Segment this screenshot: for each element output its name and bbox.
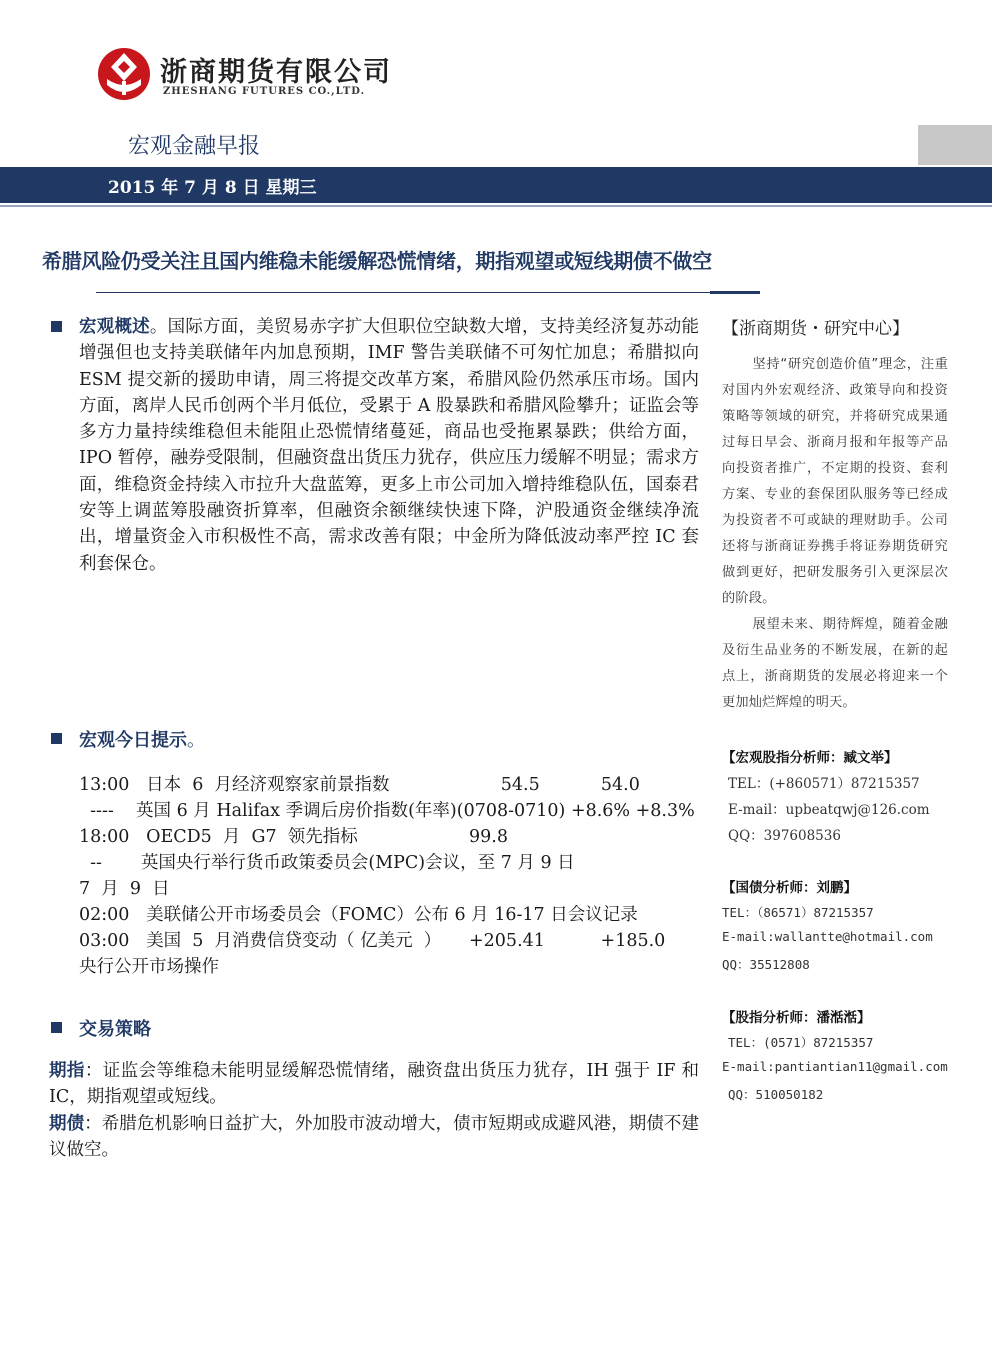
analyst-tel: TEL：(+860571）87215357 xyxy=(728,776,920,792)
event-line: 03:00 美国 5 月消费信贷变动（ 亿美元 ） +205.41 +185.0 xyxy=(79,931,666,951)
analyst-heading: 【国债分析师：刘鹏】 xyxy=(722,880,857,896)
analyst-qq: QQ：397608536 xyxy=(728,828,841,844)
analyst-qq: QQ：35512808 xyxy=(722,957,810,972)
date-bar-underline xyxy=(0,205,992,207)
research-center-title: 【浙商期货・研究中心】 xyxy=(722,319,909,339)
analyst-tel: TEL：(0571）87215357 xyxy=(728,1035,874,1050)
headline: 希腊风险仍受关注且国内维稳未能缓解恐慌情绪，期指观望或短线期债不做空 xyxy=(42,249,712,273)
headline-rule xyxy=(96,292,710,293)
headline-rule-accent xyxy=(710,291,760,294)
bullet-square-icon xyxy=(51,1022,62,1033)
analyst-email: E-mail:wallantte@hotmail.com xyxy=(722,929,933,944)
futures-text: ：证监会等维稳未能明显缓解恐慌情绪，融资盘出货压力犹存，IH 强于 IF 和 IC，期指观望或短线。 xyxy=(49,1061,700,1108)
bond-label: 期债 xyxy=(49,1113,85,1134)
report-date: 2015 年 7 月 8 日 星期三 xyxy=(108,178,317,198)
header-gray-block xyxy=(918,125,992,165)
bullet-square-icon xyxy=(51,733,62,744)
report-title: 宏观金融早报 xyxy=(128,134,261,159)
research-center-intro: 坚持“研究创造价值”理念，注重对国内外宏观经济、政策导向和投资策略等领域的研究，并将研究成果通过每日早会、浙商月报和年报等产品向投资者推广，不定期的投资、套利方案、专业的套保团队服务等已经成为投资者不可或缺的理财助手。公司还将与浙商证券携手将证券期货研究做到更好，把研发服务引入更深层次的阶段。 xyxy=(722,357,948,606)
today-heading: 宏观今日提示。 xyxy=(79,730,205,751)
company-name-cn: 浙商期货有限公司 xyxy=(160,57,392,88)
event-line: 18:00 OECD5 月 G7 领先指标 99.8 xyxy=(79,827,509,847)
analyst-qq: QQ：510050182 xyxy=(728,1087,824,1102)
futures-label: 期指 xyxy=(49,1061,85,1081)
macro-overview-paragraph xyxy=(79,314,699,577)
bond-text: ：希腊危机影响日益扩大，外加股市波动增大，债市短期或成避风港，期债不建议做空。 xyxy=(49,1113,699,1160)
analyst-heading: 【股指分析师：潘湉湉】 xyxy=(722,1010,871,1026)
event-line: 央行公开市场操作 xyxy=(79,957,219,977)
strategy-heading: 交易策略 xyxy=(79,1019,151,1040)
event-line: -- 英国央行举行货币政策委员会(MPC)会议，至 7 月 9 日 xyxy=(79,853,575,873)
analyst-heading: 【宏观股指分析师：臧文举】 xyxy=(722,750,898,766)
analyst-tel: TEL：（86571）87215357 xyxy=(722,905,874,920)
event-line: 13:00 日本 6 月经济观察家前景指数 54.5 54.0 xyxy=(79,775,640,795)
logo-icon xyxy=(97,47,151,101)
event-line: ---- 英国 6 月 Halifax 季调后房价指数(年率)(0708-0710) +8.6% +8.3% xyxy=(79,801,695,821)
research-center-outlook: 展望未来、期待辉煌，随着金融及衍生品业务的不断发展，在新的起点上，浙商期货的发展必将迎来一个更加灿烂辉煌的明天。 xyxy=(722,617,948,710)
bullet-square-icon xyxy=(51,321,62,332)
analyst-email: E-mail:pantiantian11@gmail.com xyxy=(722,1059,948,1074)
macro-overview-text: 。国际方面，美贸易赤字扩大但职位空缺数大增，支持美经济复苏动能增强但也支持美联储年内加息预期，IMF 警告美联储不可匆忙加息；希腊拟向 ESM 提交新的援助申请，周三将提交改革方案，希腊风险仍然承压市场。国内方面，离岸人民币创两个半月低位，受累于 A 股暴跌和希腊风险攀升；证监会等多方力量持续维稳但未能阻止恐慌情绪蔓延，商品也受拖累暴跌；供给方面，IPO 暂停，融券受限制，但融资盘出货压力犹存，供应压力缓解不明显；需求方面，维稳资金持续入市拉升大盘蓝筹，更多上市公司加入增持维稳队伍，国泰君安等上调蓝筹股融资折算率，但融资余额继续快速下降，沪股通资金继续净流出，增量资金入市积极性不高，需求改善有限；中金所为降低波动率严控 IC 套利套保仓。 xyxy=(79,317,700,574)
macro-overview-heading: 宏观概述 xyxy=(79,317,150,337)
company-name-en: ZHESHANG FUTURES CO.,LTD. xyxy=(163,86,366,97)
analyst-email: E-mail：upbeatqwj@126.com xyxy=(728,802,930,818)
event-line: 02:00 美联储公开市场委员会（FOMC）公布 6 月 16-17 日会议记录 xyxy=(79,905,638,925)
event-line: 7 月 9 日 xyxy=(79,879,170,899)
strategy-paragraph xyxy=(49,1058,699,1163)
